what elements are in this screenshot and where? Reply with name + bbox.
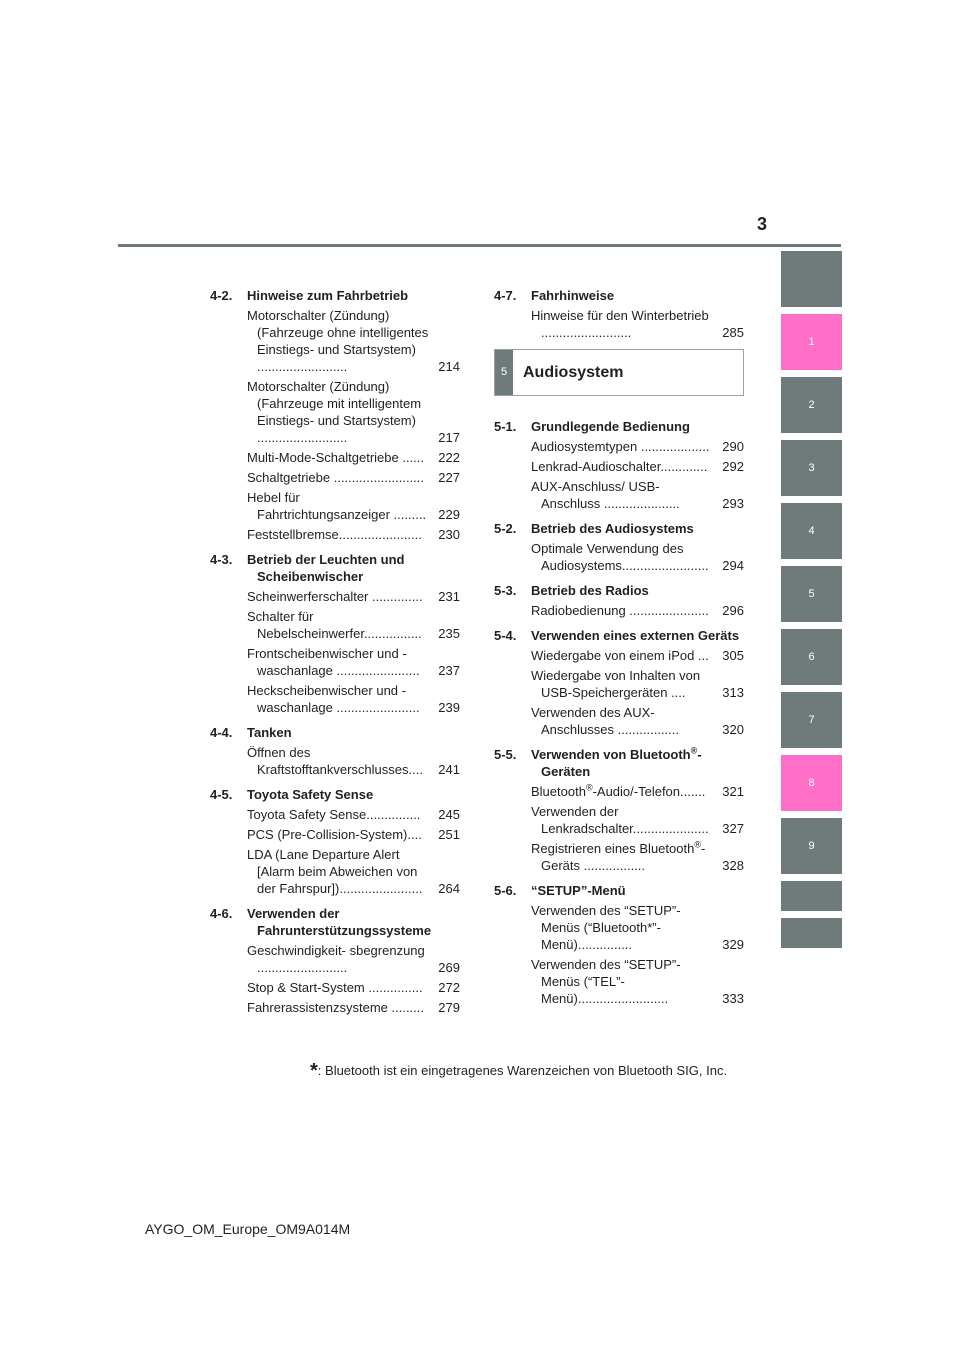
section-title: Fahrhinweise bbox=[531, 288, 615, 303]
toc-section bbox=[494, 627, 744, 738]
toc-entry[interactable] bbox=[247, 469, 460, 486]
toc-right-column bbox=[494, 287, 744, 1015]
entry-text: Hinweise für den Winterbetrieb ......................... bbox=[531, 308, 709, 340]
toc-entry[interactable] bbox=[531, 956, 744, 1007]
toc-entry[interactable] bbox=[531, 647, 744, 664]
entry-page: 328 bbox=[722, 858, 744, 873]
toc-entry[interactable] bbox=[531, 307, 744, 341]
entry-page: 285 bbox=[722, 325, 744, 340]
section-title: Hinweise zum Fahrbetrieb bbox=[247, 288, 409, 303]
chapter-title: Audiosystem bbox=[523, 364, 624, 381]
entry-text: PCS (Pre-Collision-System).... bbox=[247, 827, 422, 842]
section-number: 5-6. bbox=[494, 883, 517, 898]
entry-page: 245 bbox=[438, 807, 460, 822]
entry-text: LDA (Lane Departure Alert [Alarm beim Abweichen von der Fahrspur])....................... bbox=[247, 847, 423, 896]
entry-page: 239 bbox=[438, 700, 460, 715]
entry-page: 235 bbox=[438, 626, 460, 641]
entry-text: Schaltgetriebe ......................... bbox=[247, 470, 425, 485]
toc-entry[interactable] bbox=[531, 704, 744, 738]
toc-left-column bbox=[210, 287, 460, 1024]
toc-entry[interactable] bbox=[247, 449, 460, 466]
section-title: “SETUP”-Menü bbox=[531, 883, 626, 898]
footnote-mark: * bbox=[310, 1060, 318, 1082]
side-tab-6[interactable]: 6 bbox=[781, 629, 842, 685]
toc-section bbox=[210, 551, 460, 716]
footnote-text: : Bluetooth ist ein eingetragenes Warenzeichen von Bluetooth SIG, Inc. bbox=[317, 1063, 728, 1078]
side-tab-9[interactable]: 9 bbox=[781, 818, 842, 874]
entry-page: 327 bbox=[722, 821, 744, 836]
toc-entry[interactable] bbox=[531, 783, 744, 800]
entry-text: Schalter für Nebelscheinwerfer................ bbox=[247, 609, 422, 641]
toc-entry[interactable] bbox=[247, 979, 460, 996]
entry-page: 294 bbox=[722, 558, 744, 573]
section-title: Betrieb des Audiosystems bbox=[531, 521, 694, 536]
section-title: Verwenden der Fahrunterstützungssysteme bbox=[247, 906, 432, 938]
toc-entry[interactable] bbox=[247, 942, 460, 976]
section-heading[interactable] bbox=[494, 418, 744, 435]
footer-doc-id: AYGO_OM_Europe_OM9A014M bbox=[145, 1221, 351, 1237]
toc-entry[interactable] bbox=[247, 489, 460, 523]
entry-text: Öffnen des Kraftstofftankverschlusses.... bbox=[247, 745, 423, 777]
toc-section bbox=[210, 287, 460, 543]
entry-page: 329 bbox=[722, 937, 744, 952]
section-heading[interactable] bbox=[494, 627, 744, 644]
toc-entry[interactable] bbox=[247, 999, 460, 1016]
toc-entry[interactable] bbox=[531, 840, 744, 874]
toc-entry[interactable] bbox=[531, 478, 744, 512]
side-tab-3[interactable]: 3 bbox=[781, 440, 842, 496]
entry-text: Verwenden des “SETUP”-Menüs (“TEL”-Menü)......................... bbox=[531, 957, 681, 1006]
entry-text: Toyota Safety Sense............... bbox=[247, 807, 421, 822]
entry-page: 290 bbox=[722, 439, 744, 454]
entry-page: 231 bbox=[438, 589, 460, 604]
side-tab-8[interactable]: 8 bbox=[781, 755, 842, 811]
toc-section bbox=[494, 582, 744, 619]
entry-page: 296 bbox=[722, 603, 744, 618]
toc-section bbox=[494, 287, 744, 341]
toc-entry[interactable] bbox=[247, 645, 460, 679]
entry-page: 305 bbox=[722, 648, 744, 663]
section-heading[interactable] bbox=[494, 746, 744, 780]
entry-text: Radiobedienung ...................... bbox=[531, 603, 709, 618]
toc-entry[interactable] bbox=[247, 826, 460, 843]
toc-section bbox=[494, 520, 744, 574]
entry-text: Verwenden des “SETUP”-Menüs (“Bluetooth*”-Menü)............... bbox=[531, 903, 681, 952]
header-rule bbox=[118, 244, 841, 247]
entry-page: 272 bbox=[438, 980, 460, 995]
toc-entry[interactable] bbox=[247, 744, 460, 778]
entry-text: Motorschalter (Zündung) (Fahrzeuge mit intelligentem Einstiegs- und Startsystem) ......................... bbox=[247, 379, 422, 445]
entry-text: Audiosystemtypen ................... bbox=[531, 439, 710, 454]
entry-page: 214 bbox=[438, 359, 460, 374]
entry-text: Feststellbremse....................... bbox=[247, 527, 422, 542]
section-title: Betrieb des Radios bbox=[531, 583, 649, 598]
section-number: 5-1. bbox=[494, 419, 517, 434]
toc-section bbox=[210, 905, 460, 1016]
section-heading[interactable] bbox=[210, 786, 460, 803]
side-tab-blank-11[interactable] bbox=[781, 918, 842, 948]
section-number: 5-5. bbox=[494, 747, 517, 762]
entry-text: Hebel für Fahrtrichtungsanzeiger ......... bbox=[247, 490, 427, 522]
entry-text: Scheinwerferschalter .............. bbox=[247, 589, 423, 604]
entry-text: Bluetooth®-Audio/-Telefon....... bbox=[531, 782, 706, 799]
entry-text: Lenkrad-Audioschalter............. bbox=[531, 459, 708, 474]
section-heading[interactable] bbox=[494, 520, 744, 537]
entry-page: 230 bbox=[438, 527, 460, 542]
toc-entry[interactable] bbox=[531, 458, 744, 475]
entry-page: 321 bbox=[722, 784, 744, 799]
toc-section bbox=[494, 746, 744, 874]
side-tab-4[interactable]: 4 bbox=[781, 503, 842, 559]
toc-section bbox=[494, 418, 744, 512]
toc-entry[interactable] bbox=[247, 307, 460, 375]
toc-entry[interactable] bbox=[247, 682, 460, 716]
toc-entry[interactable] bbox=[247, 526, 460, 543]
section-number: 4-4. bbox=[210, 725, 233, 740]
chapter-number-tab: 5 bbox=[495, 350, 513, 395]
entry-page: 264 bbox=[438, 881, 460, 896]
entry-text: Fahrerassistenzsysteme ......... bbox=[247, 1000, 424, 1015]
entry-text: Registrieren eines Bluetooth®-Geräts ................. bbox=[531, 839, 706, 873]
section-number: 4-5. bbox=[210, 787, 233, 802]
entry-text: Heckscheibenwischer und -waschanlage ....................... bbox=[247, 683, 420, 715]
section-number: 4-6. bbox=[210, 906, 233, 921]
entry-text: Wiedergabe von Inhalten von USB-Speichergeräten .... bbox=[531, 668, 701, 700]
entry-page: 313 bbox=[722, 685, 744, 700]
section-number: 4-2. bbox=[210, 288, 233, 303]
side-tab-blank-10[interactable] bbox=[781, 881, 842, 911]
chapter-side-tabs bbox=[781, 251, 842, 955]
toc-entry[interactable] bbox=[531, 902, 744, 953]
toc-entry[interactable] bbox=[247, 588, 460, 605]
section-heading[interactable] bbox=[494, 882, 744, 899]
side-tab-5[interactable]: 5 bbox=[781, 566, 842, 622]
toc-entry[interactable] bbox=[531, 667, 744, 701]
entry-page: 293 bbox=[722, 496, 744, 511]
side-tab-2[interactable]: 2 bbox=[781, 377, 842, 433]
entry-page: 279 bbox=[438, 1000, 460, 1015]
section-title: Betrieb der Leuchten und Scheibenwischer bbox=[247, 552, 405, 584]
toc-entry[interactable] bbox=[531, 438, 744, 455]
entry-page: 227 bbox=[438, 470, 460, 485]
toc-entry[interactable] bbox=[247, 378, 460, 446]
page-number: 3 bbox=[757, 214, 768, 234]
toc-entry[interactable] bbox=[247, 806, 460, 823]
section-title: Toyota Safety Sense bbox=[247, 787, 374, 802]
section-number: 5-2. bbox=[494, 521, 517, 536]
section-heading[interactable] bbox=[210, 905, 460, 939]
toc-section bbox=[210, 786, 460, 897]
section-title: Verwenden eines externen Geräts bbox=[531, 628, 740, 643]
section-heading[interactable] bbox=[494, 582, 744, 599]
side-tab-blank-0[interactable] bbox=[781, 251, 842, 307]
entry-page: 237 bbox=[438, 663, 460, 678]
chapter-heading bbox=[494, 349, 744, 396]
entry-page: 251 bbox=[438, 827, 460, 842]
entry-page: 222 bbox=[438, 450, 460, 465]
section-number: 4-3. bbox=[210, 552, 233, 567]
entry-text: Verwenden der Lenkradschalter..................... bbox=[531, 804, 709, 836]
section-number: 5-4. bbox=[494, 628, 517, 643]
entry-page: 229 bbox=[438, 507, 460, 522]
entry-page: 269 bbox=[438, 960, 460, 975]
footnote bbox=[310, 1060, 727, 1083]
section-heading[interactable] bbox=[210, 287, 460, 304]
section-heading[interactable] bbox=[494, 287, 744, 304]
section-heading[interactable] bbox=[210, 724, 460, 741]
entry-text: Motorschalter (Zündung) (Fahrzeuge ohne intelligentes Einstiegs- und Startsystem) ......................... bbox=[247, 308, 429, 374]
section-number: 5-3. bbox=[494, 583, 517, 598]
toc-entry[interactable] bbox=[531, 540, 744, 574]
side-tab-1[interactable]: 1 bbox=[781, 314, 842, 370]
toc-entry[interactable] bbox=[531, 602, 744, 619]
section-number: 4-7. bbox=[494, 288, 517, 303]
entry-page: 241 bbox=[438, 762, 460, 777]
section-title: Tanken bbox=[247, 725, 292, 740]
entry-text: Wiedergabe von einem iPod ... bbox=[531, 648, 709, 663]
toc-entry[interactable] bbox=[531, 803, 744, 837]
toc-section bbox=[494, 882, 744, 1007]
entry-page: 217 bbox=[438, 430, 460, 445]
section-heading[interactable] bbox=[210, 551, 460, 585]
entry-page: 292 bbox=[722, 459, 744, 474]
entry-text: Stop & Start-System ............... bbox=[247, 980, 423, 995]
toc-section bbox=[210, 724, 460, 778]
section-title: Grundlegende Bedienung bbox=[531, 419, 690, 434]
entry-text: AUX-Anschluss/ USB-Anschluss ..................... bbox=[531, 479, 680, 511]
entry-text: Multi-Mode-Schaltgetriebe ...... bbox=[247, 450, 425, 465]
entry-text: Frontscheibenwischer und -waschanlage ....................... bbox=[247, 646, 420, 678]
entry-text: Verwenden des AUX-Anschlusses ................. bbox=[531, 705, 679, 737]
section-title: Verwenden von Bluetooth®-Geräten bbox=[531, 745, 702, 779]
side-tab-7[interactable]: 7 bbox=[781, 692, 842, 748]
entry-page: 333 bbox=[722, 991, 744, 1006]
toc-entry[interactable] bbox=[247, 608, 460, 642]
entry-page: 320 bbox=[722, 722, 744, 737]
entry-text: Geschwindigkeit- sbegrenzung ......................... bbox=[247, 943, 425, 975]
toc-entry[interactable] bbox=[247, 846, 460, 897]
entry-text: Optimale Verwendung des Audiosystems........................ bbox=[531, 541, 709, 573]
